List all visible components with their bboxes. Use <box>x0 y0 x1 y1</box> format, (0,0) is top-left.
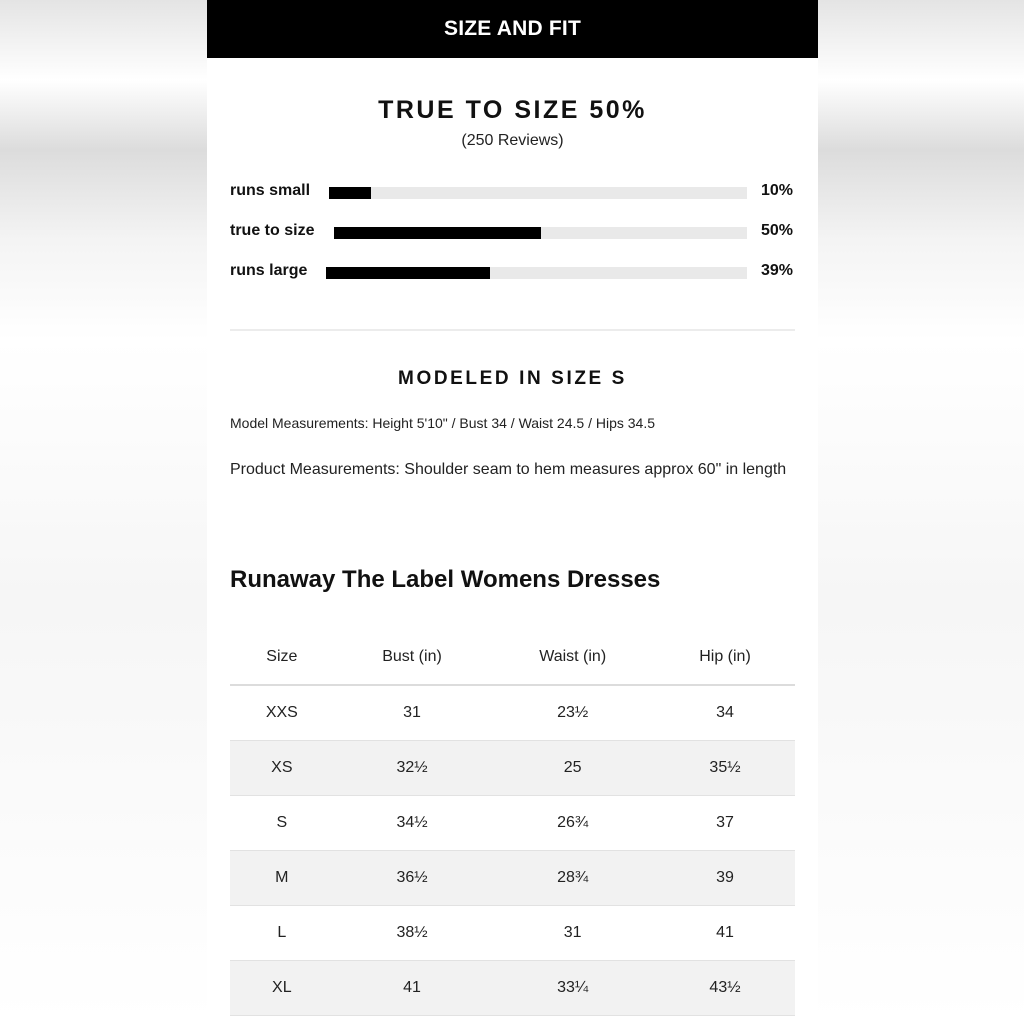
table-row <box>230 906 795 961</box>
section-divider <box>230 329 795 331</box>
modeled-in-size-title: MODELED IN SIZE S <box>398 368 627 389</box>
cell-bust: 41 <box>334 961 491 1016</box>
size-and-fit-panel <box>207 0 818 1024</box>
fit-bar-track <box>329 187 747 199</box>
true-to-size-title: TRUE TO SIZE 50% <box>378 96 647 124</box>
fit-label: true to size <box>230 222 315 239</box>
cell-bust: 34½ <box>334 796 491 851</box>
fit-bar-fill <box>329 187 371 199</box>
cell-waist: 28¾ <box>490 851 655 906</box>
cell-bust: 31 <box>334 685 491 741</box>
cell-waist: 26¾ <box>490 796 655 851</box>
fit-bar-fill <box>326 267 490 279</box>
fit-row-runs-large <box>230 262 795 282</box>
model-measurements: Model Measurements: Height 5'10" / Bust 34 / Waist 24.5 / Hips 34.5 <box>230 415 655 431</box>
fit-bar-fill <box>334 227 541 239</box>
column-header-waist: Waist (in) <box>490 629 655 685</box>
cell-size: XXS <box>230 685 334 741</box>
table-row <box>230 851 795 906</box>
product-measurements: Product Measurements: Shoulder seam to hem measures approx 60" in length <box>230 461 787 478</box>
column-header-size: Size <box>230 629 334 685</box>
cell-waist: 23½ <box>490 685 655 741</box>
cell-size: XS <box>230 741 334 796</box>
fit-bar-track <box>326 267 747 279</box>
table-header-row <box>230 629 795 685</box>
cell-waist: 25 <box>490 741 655 796</box>
panel-header <box>207 0 818 58</box>
cell-waist: 31 <box>490 906 655 961</box>
cell-size: M <box>230 851 334 906</box>
size-chart-table <box>230 629 795 1016</box>
panel-header-title: SIZE AND FIT <box>444 17 581 40</box>
cell-hip: 43½ <box>655 961 795 1016</box>
table-row <box>230 741 795 796</box>
cell-size: S <box>230 796 334 851</box>
cell-size: L <box>230 906 334 961</box>
size-chart-title: Runaway The Label Womens Dresses <box>230 566 661 593</box>
fit-label: runs small <box>230 182 311 199</box>
column-header-bust: Bust (in) <box>334 629 491 685</box>
cell-hip: 41 <box>655 906 795 961</box>
cell-bust: 32½ <box>334 741 491 796</box>
cell-bust: 38½ <box>334 906 491 961</box>
cell-hip: 34 <box>655 685 795 741</box>
table-row <box>230 685 795 741</box>
fit-row-runs-small <box>230 182 795 202</box>
fit-label: runs large <box>230 262 308 279</box>
fit-bar-track <box>334 227 747 239</box>
fit-row-true-to-size <box>230 222 795 242</box>
cell-hip: 39 <box>655 851 795 906</box>
cell-hip: 37 <box>655 796 795 851</box>
cell-bust: 36½ <box>334 851 491 906</box>
review-count: (250 Reviews) <box>461 132 564 149</box>
fit-percent: 10% <box>760 182 793 199</box>
fit-percent: 50% <box>760 222 793 239</box>
cell-hip: 35½ <box>655 741 795 796</box>
table-row <box>230 961 795 1016</box>
cell-size: XL <box>230 961 334 1016</box>
table-row <box>230 796 795 851</box>
fit-percent: 39% <box>760 262 793 279</box>
cell-waist: 33¼ <box>490 961 655 1016</box>
column-header-hip: Hip (in) <box>655 629 795 685</box>
